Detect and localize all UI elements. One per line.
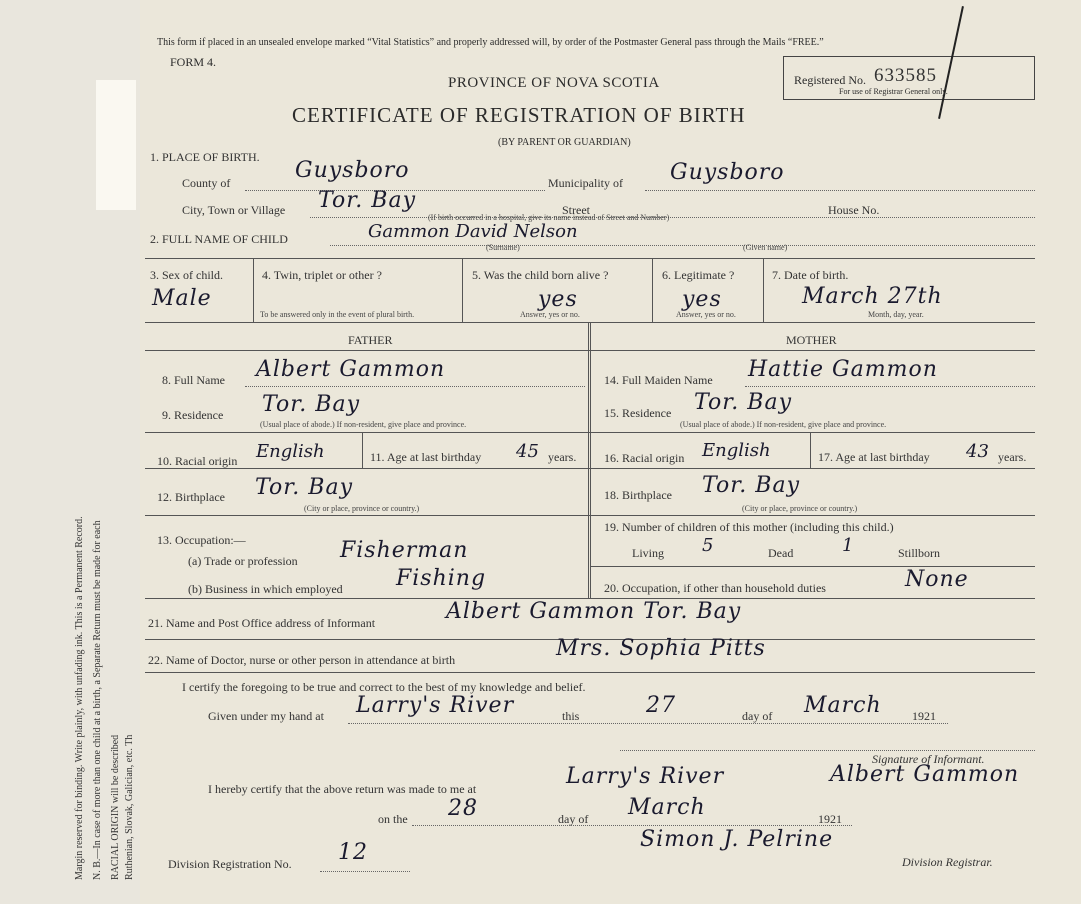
- living-label: Living: [632, 546, 664, 560]
- mother-res-value: Tor. Bay: [694, 390, 793, 415]
- legit-value: yes: [682, 287, 722, 312]
- registrar-use-note: For use of Registrar General only.: [839, 87, 948, 96]
- municipality-line: [645, 190, 1035, 191]
- return-date-line: [412, 825, 852, 826]
- house-label: House No.: [828, 203, 880, 217]
- division-label: Division Registration No.: [168, 857, 292, 871]
- business-label: (b) Business in which employed: [188, 582, 343, 596]
- province-title: PROVINCE OF NOVA SCOTIA: [448, 75, 660, 91]
- mother-birthplace-value: Tor. Bay: [702, 473, 801, 498]
- ethnic-note: Ruthenian, Slovak, Galician, etc. Th: [124, 734, 135, 880]
- form-number: FORM 4.: [170, 55, 217, 69]
- sex-label: 3. Sex of child.: [150, 268, 223, 282]
- father-birthplace-label: 12. Birthplace: [157, 490, 225, 504]
- given-month: March: [804, 693, 882, 718]
- living-value: 5: [702, 535, 714, 556]
- twin-label: 4. Twin, triplet or other ?: [262, 268, 382, 282]
- registered-label: Registered No.: [794, 73, 866, 87]
- stillborn-label: Stillborn: [898, 546, 941, 560]
- document-title: CERTIFICATE OF REGISTRATION OF BIRTH: [292, 103, 746, 127]
- binding-note: Margin reserved for binding. Write plainly, with unfading ink. This is a Permanent Record.: [74, 516, 85, 880]
- this-label: this: [562, 709, 580, 723]
- municipality-label: Municipality of: [548, 176, 623, 190]
- father-name-label: 8. Full Name: [162, 373, 225, 387]
- mother-heading: MOTHER: [786, 333, 837, 347]
- father-res-value: Tor. Bay: [262, 392, 361, 417]
- twin-hint: To be answered only in the event of plural birth.: [260, 310, 415, 319]
- child-name-label: 2. FULL NAME OF CHILD: [150, 232, 288, 246]
- given-place: Larry's River: [356, 693, 515, 718]
- return-year: 1921: [818, 812, 842, 826]
- city-label: City, Town or Village: [182, 203, 286, 217]
- informant-sig-line: [620, 750, 1035, 751]
- father-age-divider: [362, 432, 363, 468]
- alive-value: yes: [538, 287, 578, 312]
- cell-divider-2: [462, 258, 463, 322]
- registrar-signature: Simon J. Pelrine: [640, 827, 834, 852]
- return-place: Larry's River: [566, 764, 725, 789]
- father-res-hint: (Usual place of abode.) If non-resident, give place and province.: [260, 420, 467, 429]
- registered-number: 633585: [874, 65, 937, 86]
- division-line: [320, 871, 410, 872]
- city-line: [310, 217, 1035, 218]
- rule-2: [145, 468, 1035, 469]
- child-name-line: [330, 245, 1035, 246]
- informant-value: Albert Gammon Tor. Bay: [446, 599, 742, 624]
- dob-value: March 27th: [802, 284, 943, 309]
- on-the-label: on the: [378, 812, 408, 826]
- dead-label: Dead: [768, 546, 794, 560]
- mother-birthplace-hint: (City or place, province or country.): [742, 504, 858, 513]
- mother-racial-label: 16. Racial origin: [604, 451, 685, 465]
- cell-divider-3: [652, 258, 653, 322]
- row-rule-top: [145, 258, 1035, 259]
- document-subtitle: (BY PARENT OR GUARDIAN): [498, 137, 631, 148]
- father-birthplace-value: Tor. Bay: [255, 475, 354, 500]
- day-of-label: day of: [742, 709, 773, 723]
- registrar-label: Division Registrar.: [902, 855, 993, 869]
- father-age-value: 45: [516, 441, 539, 462]
- business-value: Fishing: [396, 566, 487, 591]
- city-value: Tor. Bay: [318, 188, 417, 213]
- mother-age-label: 17. Age at last birthday: [818, 450, 930, 464]
- heading-rule: [145, 350, 1035, 351]
- return-month: March: [628, 795, 706, 820]
- cell-divider-1: [253, 258, 254, 322]
- father-years: years.: [548, 450, 577, 464]
- father-name-line: [245, 386, 585, 387]
- division-number: 12: [338, 840, 368, 865]
- father-name-value: Albert Gammon: [256, 357, 446, 382]
- county-value: Guysboro: [295, 158, 410, 183]
- occupation-label: 13. Occupation:—: [157, 533, 246, 547]
- day-of-label-2: day of: [558, 812, 589, 826]
- rule-1: [145, 432, 1035, 433]
- dob-hint: Month, day, year.: [868, 310, 924, 319]
- racial-note: RACIAL ORIGIN will be described: [110, 734, 121, 880]
- doctor-value: Mrs. Sophia Pitts: [556, 636, 766, 661]
- alive-label: 5. Was the child born alive ?: [472, 268, 609, 282]
- alive-hint: Answer, yes or no.: [520, 310, 580, 319]
- father-heading: FATHER: [348, 333, 393, 347]
- mother-name-value: Hattie Gammon: [748, 357, 938, 382]
- given-label: Given under my hand at: [208, 709, 324, 723]
- mother-birthplace-label: 18. Birthplace: [604, 488, 672, 502]
- nb-note: N. B.—In case of more than one child at a birth, a Separate Return must be made for each: [92, 520, 103, 880]
- mother-occ-label: 20. Occupation, if other than household duties: [604, 581, 826, 595]
- legit-label: 6. Legitimate ?: [662, 268, 735, 282]
- mother-years: years.: [998, 450, 1027, 464]
- sig-informant-label: Signature of Informant.: [872, 752, 985, 766]
- return-day: 28: [448, 796, 478, 821]
- given-day: 27: [646, 693, 676, 718]
- return-label: I hereby certify that the above return was made to me at: [208, 782, 477, 796]
- given-hint: (Given name): [743, 243, 788, 252]
- informant-signature: Albert Gammon: [830, 762, 1020, 787]
- municipality-value: Guysboro: [670, 160, 785, 185]
- sex-value: Male: [152, 286, 212, 311]
- children-label: 19. Number of children of this mother (including this child.): [604, 520, 894, 534]
- given-year: 1921: [912, 709, 936, 723]
- father-age-label: 11. Age at last birthday: [370, 450, 482, 464]
- surname-hint: (Surname): [486, 243, 520, 252]
- hospital-note: (If birth occurred in a hospital, give its name instead of Street and Number): [428, 213, 670, 222]
- trade-label: (a) Trade or profession: [188, 554, 298, 568]
- dob-label: 7. Date of birth.: [772, 268, 849, 282]
- father-res-label: 9. Residence: [162, 408, 224, 422]
- mother-name-label: 14. Full Maiden Name: [604, 373, 713, 387]
- mother-res-hint: (Usual place of abode.) If non-resident, give place and province.: [680, 420, 887, 429]
- binding-margin: [0, 0, 140, 904]
- mother-age-value: 43: [966, 441, 989, 462]
- county-label: County of: [182, 176, 231, 190]
- father-racial-label: 10. Racial origin: [157, 454, 238, 468]
- trade-value: Fisherman: [340, 538, 469, 563]
- rule-3: [145, 515, 1035, 516]
- doctor-label: 22. Name of Doctor, nurse or other person in attendance at birth: [148, 653, 456, 667]
- column-divider: [588, 322, 591, 598]
- postal-notice: This form if placed in an unsealed envelope marked “Vital Statistics” and properly addressed will, by order of the Postmaster General pass through the Mails “FREE.”: [157, 37, 824, 48]
- informant-label: 21. Name and Post Office address of Informant: [148, 616, 376, 630]
- dead-value: 1: [842, 535, 854, 556]
- place-of-birth-label: 1. PLACE OF BIRTH.: [150, 150, 260, 164]
- mother-racial-value: English: [702, 440, 771, 461]
- child-name-value: Gammon David Nelson: [368, 221, 578, 242]
- mother-res-label: 15. Residence: [604, 406, 672, 420]
- rule-7: [145, 672, 1035, 673]
- given-line: [348, 723, 948, 724]
- street-label: Street: [562, 203, 590, 217]
- certify-statement: I certify the foregoing to be true and correct to the best of my knowledge and belief.: [182, 680, 586, 694]
- mother-age-divider: [810, 432, 811, 468]
- mother-occ-value: None: [905, 567, 969, 592]
- cell-divider-4: [763, 258, 764, 322]
- registration-box: [783, 56, 1035, 100]
- father-racial-value: English: [256, 441, 325, 462]
- father-birthplace-hint: (City or place, province or country.): [304, 504, 420, 513]
- torn-strip: [96, 80, 136, 210]
- legit-hint: Answer, yes or no.: [676, 310, 736, 319]
- mother-name-line: [745, 386, 1035, 387]
